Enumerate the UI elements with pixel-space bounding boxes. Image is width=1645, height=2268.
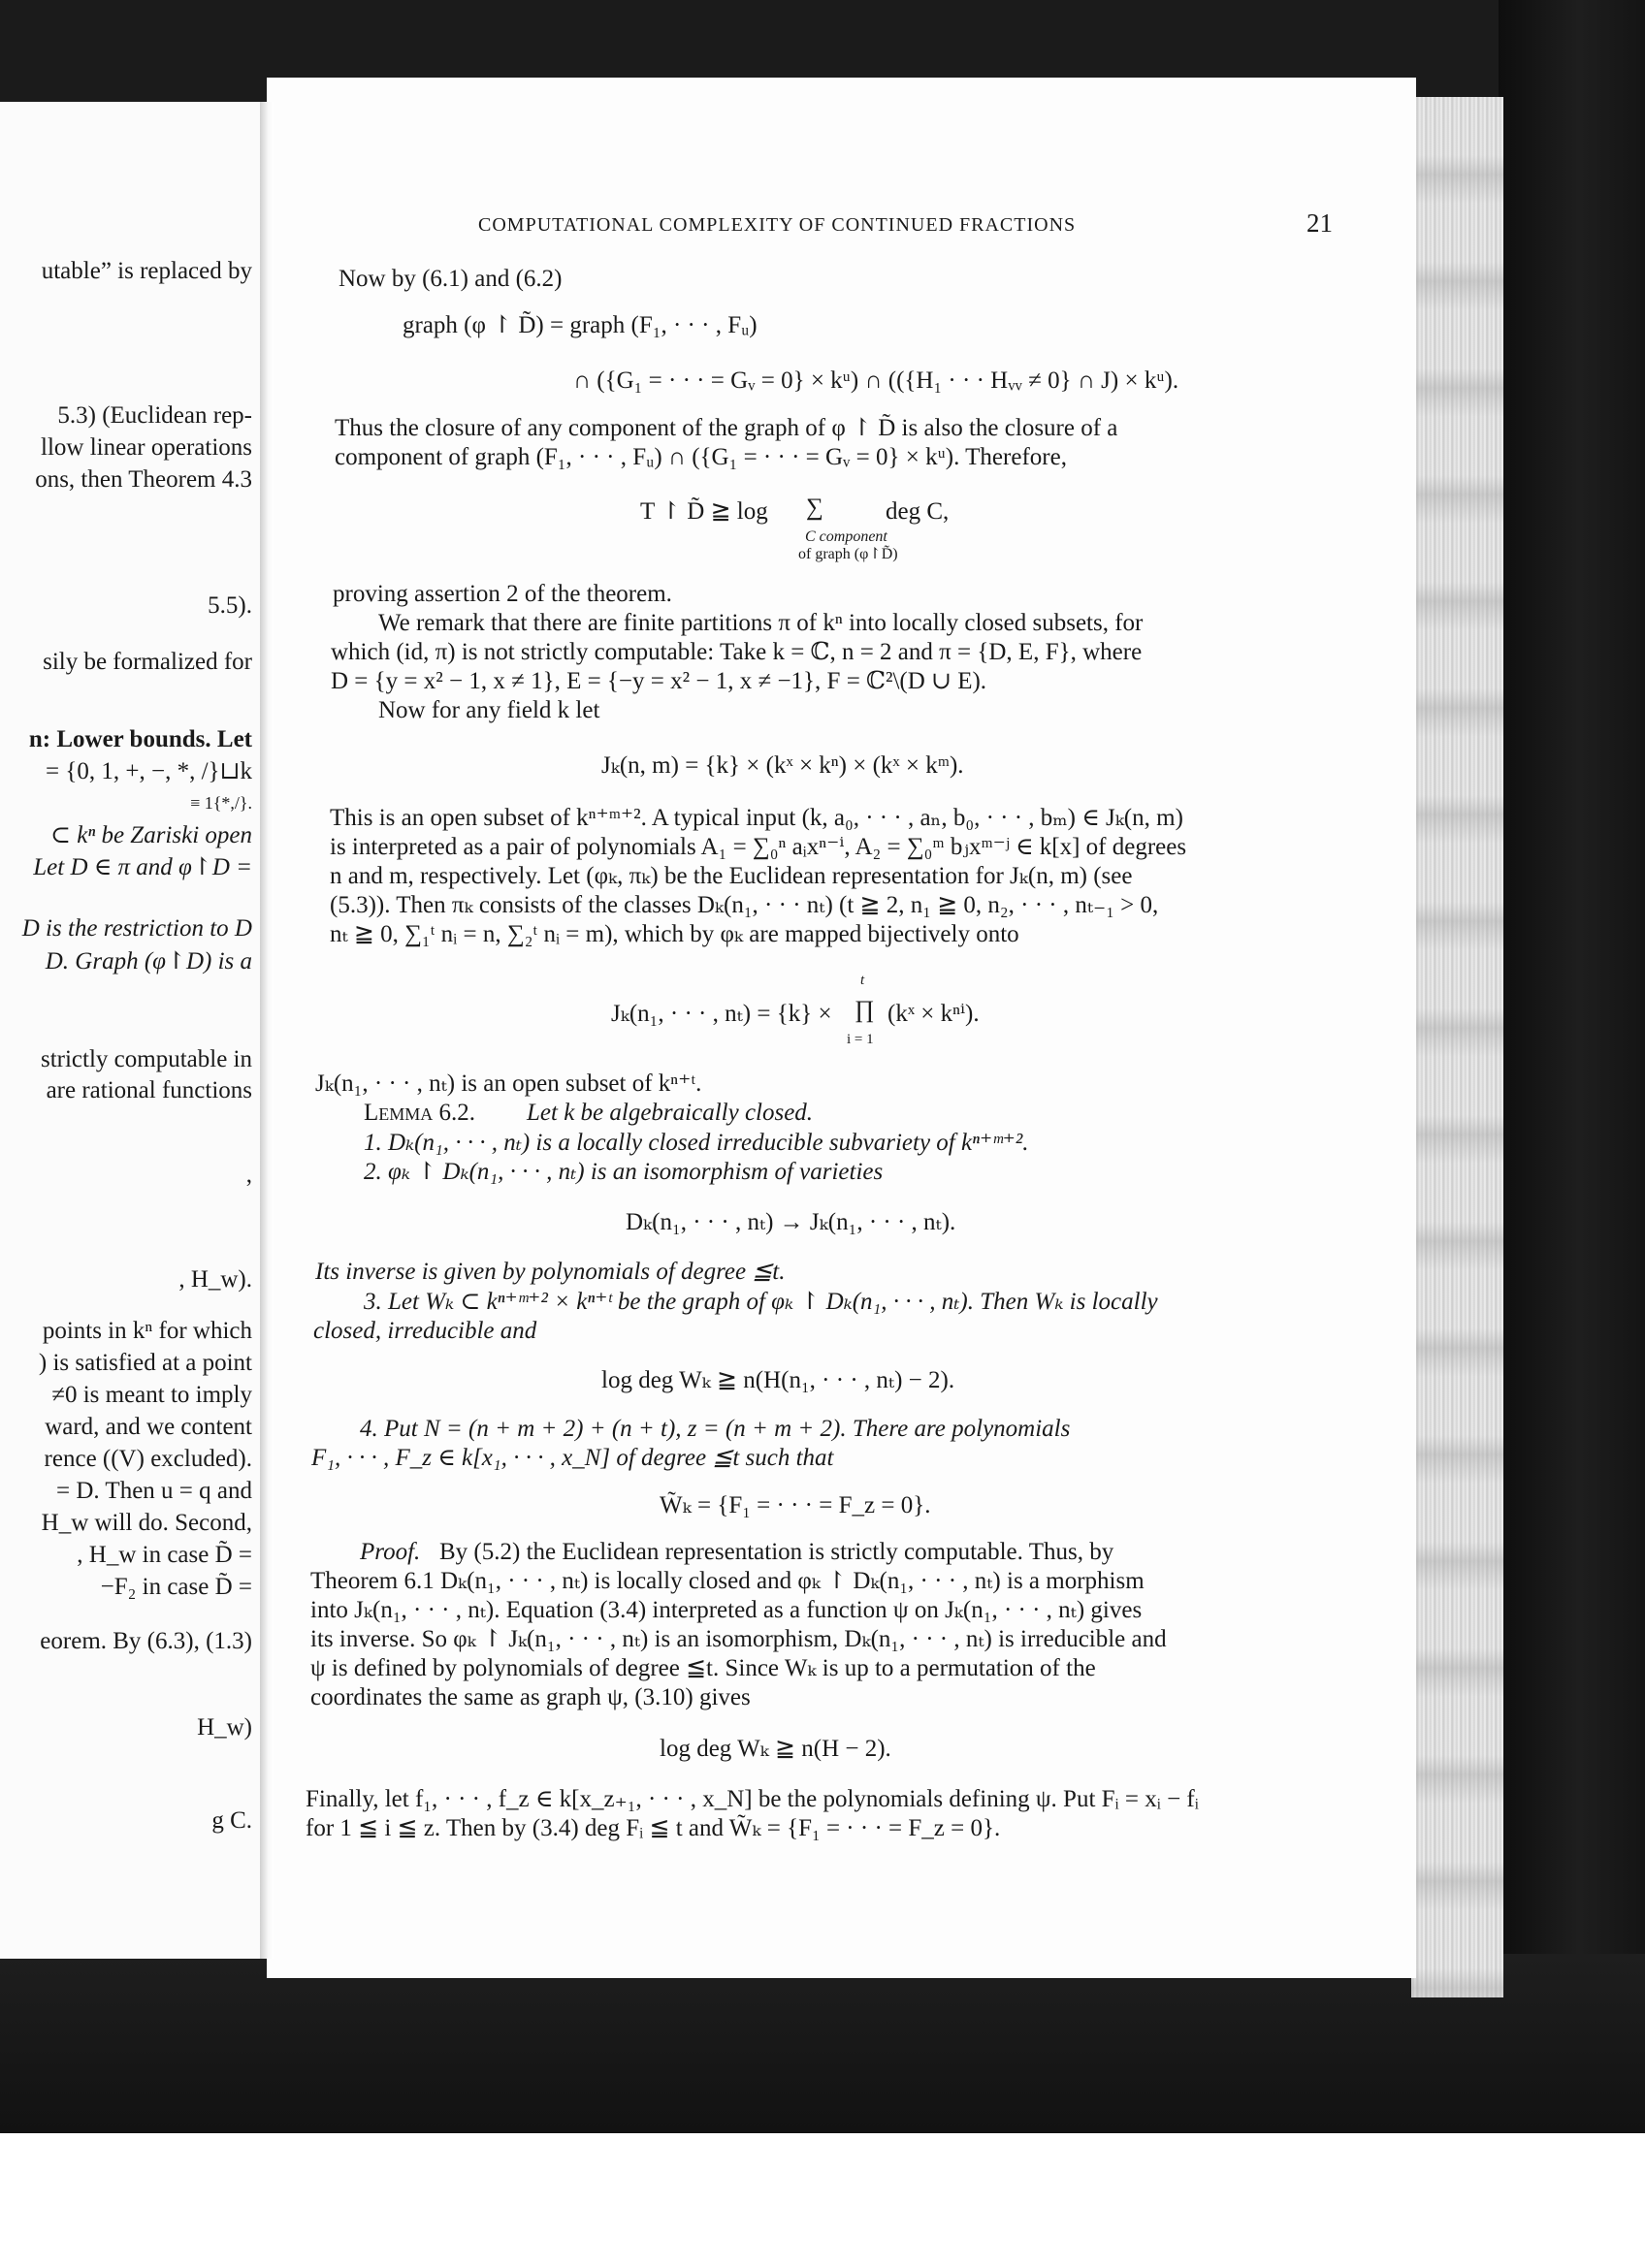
left-text-line: eorem. By (6.3), (1.3) — [40, 1628, 252, 1654]
text-line: 3. Let Wₖ ⊂ kⁿ⁺ᵐ⁺² × kⁿ⁺ᵗ be the graph of φₖ ↾ Dₖ(n₁, · · · , nₜ). Then Wₖ is locally — [364, 1289, 1158, 1315]
left-text-line: utable” is replaced by — [41, 258, 252, 284]
display-equation: deg C, — [886, 498, 950, 525]
left-text-line: , — [245, 1162, 252, 1188]
left-text-line: = D. Then u = q and — [55, 1478, 252, 1504]
display-equation: (kˣ × kⁿⁱ). — [887, 1001, 980, 1027]
text-line: n and m, respectively. Let (φₖ, πₖ) be the Euclidean representation for Jₖ(n, m) (see — [330, 863, 1133, 889]
left-text-line: , H_w in case D̃ = — [77, 1542, 252, 1568]
sum-subscript: C component — [805, 528, 887, 545]
left-text-line: sily be formalized for — [43, 649, 252, 675]
text-line: which (id, π) is not strictly computable: Take k = ℂ, n = 2 and π = {D, E, F}, where — [331, 639, 1143, 665]
left-text-line: Let D ∈ π and φ↾D = — [33, 854, 252, 880]
display-equation: Jₖ(n, m) = {k} × (kˣ × kⁿ) × (kˣ × kᵐ). — [601, 752, 964, 779]
text-line: (5.3)). Then πₖ consists of the classes Dₖ(n₁, · · · nₜ) (t ≧ 2, n₁ ≧ 0, n₂, · · · , nₜ₋₁ > 0, — [330, 892, 1159, 918]
text-line: We remark that there are finite partitions π of kⁿ into locally closed subsets, for — [378, 610, 1144, 636]
text-line: Now by (6.1) and (6.2) — [339, 266, 563, 292]
book-page-edges — [1411, 97, 1503, 1997]
sum-symbol: ∑ — [806, 495, 823, 521]
display-equation: graph (φ ↾ D̃) = graph (F₁, · · · , Fᵤ) — [403, 312, 758, 338]
left-text-line: 5.5). — [208, 592, 252, 619]
text-line: its inverse. So φₖ ↾ Jₖ(n₁, · · · , nₜ) is an isomorphism, Dₖ(n₁, · · · , nₜ) is irreducible and — [310, 1626, 1167, 1652]
proof-label: Proof. — [360, 1539, 421, 1565]
text-line: proving assertion 2 of the theorem. — [333, 581, 672, 607]
display-equation: log deg Wₖ ≧ n(H(n₁, · · · , nₜ) − 2). — [601, 1367, 955, 1393]
page-number: 21 — [1306, 208, 1333, 238]
text-line: ψ is defined by polynomials of degree ≦t. Since Wₖ is up to a permutation of the — [310, 1655, 1096, 1681]
product-superscript: t — [860, 973, 865, 988]
display-equation: Dₖ(n₁, · · · , nₜ) → Jₖ(n₁, · · · , nₜ). — [626, 1209, 956, 1235]
display-equation: Jₖ(n₁, · · · , nₜ) = {k} × — [611, 1001, 832, 1027]
left-text-line: rence ((V) excluded). — [44, 1446, 252, 1472]
left-text-line: ⊂ kⁿ be Zariski open — [50, 822, 252, 848]
product-symbol: ∏ — [855, 997, 875, 1023]
text-line: Its inverse is given by polynomials of degree ≦t. — [315, 1259, 786, 1285]
sum-subscript: of graph (φ↾D̃) — [798, 546, 898, 562]
text-line: Finally, let f₁, · · · , f_z ∈ k[x_z₊₁, · · · , x_N] be the polynomials defining ψ. Put Fᵢ = xᵢ − fᵢ — [306, 1786, 1199, 1812]
lemma-statement: Let k be algebraically closed. — [527, 1100, 814, 1126]
left-text-line: g C. — [211, 1807, 252, 1834]
scan-dark-border-right — [1499, 0, 1645, 2133]
text-line: 1. Dₖ(n₁, · · · , nₜ) is a locally closed irreducible subvariety of kⁿ⁺ᵐ⁺². — [364, 1130, 1029, 1156]
display-equation: W̃ₖ = {F₁ = · · · = F_z = 0}. — [660, 1492, 931, 1518]
text-line: 2. φₖ ↾ Dₖ(n₁, · · · , nₜ) is an isomorphism of varieties — [364, 1159, 884, 1185]
left-page — [0, 102, 266, 1959]
text-line: component of graph (F₁, · · · , Fᵤ) ∩ ({G₁ = · · · = Gᵥ = 0} × kᵘ). Therefore, — [335, 444, 1067, 470]
text-line: for 1 ≦ i ≦ z. Then by (3.4) deg Fᵢ ≦ t and W̃ₖ = {F₁ = · · · = F_z = 0}. — [306, 1815, 1001, 1841]
book-gutter — [260, 102, 274, 1959]
left-text-line: ≠0 is meant to imply — [51, 1382, 252, 1408]
text-line: nₜ ≧ 0, ∑₁ᵗ nᵢ = n, ∑₂ᵗ nᵢ = m), which by φₖ are mapped bijectively onto — [330, 921, 1019, 947]
scan-dark-border-bottom — [0, 1954, 1645, 2133]
text-line: into Jₖ(n₁, · · · , nₜ). Equation (3.4) interpreted as a function ψ on Jₖ(n₁, · · · , nₜ) gives — [310, 1597, 1143, 1623]
text-line: is interpreted as a pair of polynomials A₁ = ∑₀ⁿ aᵢxⁿ⁻ⁱ, A₂ = ∑₀ᵐ bⱼxᵐ⁻ʲ ∈ k[x] of degrees — [330, 834, 1187, 860]
display-equation: ∩ ({G₁ = · · · = Gᵥ = 0} × kᵘ) ∩ (({H₁ · · · Hᵥᵥ ≠ 0} ∩ J) × kᵘ). — [573, 367, 1179, 394]
left-text-line: H_w will do. Second, — [41, 1510, 252, 1536]
text-line: closed, irreducible and — [313, 1318, 537, 1344]
right-page — [267, 78, 1416, 1978]
text-line: This is an open subset of kⁿ⁺ᵐ⁺². A typical input (k, a₀, · · · , aₙ, b₀, · · · , bₘ) ∈ Jₖ(n, m) — [330, 805, 1183, 831]
text-line: Theorem 6.1 Dₖ(n₁, · · · , nₜ) is locally closed and φₖ ↾ Dₖ(n₁, · · · , nₜ) is a morphism — [310, 1568, 1145, 1594]
display-equation: log deg Wₖ ≧ n(H − 2). — [660, 1736, 891, 1762]
text-line: D = {y = x² − 1, x ≠ 1}, E = {−y = x² − 1, x ≠ −1}, F = ℂ²\(D ∪ E). — [331, 668, 987, 694]
left-text-line: 5.3) (Euclidean rep- — [57, 402, 252, 429]
text-line: Jₖ(n₁, · · · , nₜ) is an open subset of kⁿ⁺ᵗ. — [315, 1070, 702, 1097]
left-text-line: llow linear operations — [41, 434, 252, 461]
left-text-line: points in kⁿ for which — [42, 1318, 252, 1344]
left-text-line: ) is satisfied at a point — [38, 1350, 252, 1376]
text-line: Thus the closure of any component of the graph of φ ↾ D̃ is also the closure of a — [335, 415, 1118, 441]
left-text-line: , H_w). — [178, 1266, 252, 1293]
text-line: F₁, · · · , F_z ∈ k[x₁, · · · , x_N] of degree ≦t such that — [311, 1445, 834, 1471]
left-text-line: strictly computable in — [40, 1046, 252, 1072]
lemma-heading: Lemma 6.2. — [364, 1100, 476, 1126]
left-text-line: H_w) — [197, 1714, 252, 1741]
text-line: Now for any field k let — [378, 697, 600, 723]
display-equation: T ↾ D̃ ≧ log — [640, 498, 768, 525]
left-text-line: ≡ 1{*,/}. — [190, 793, 252, 813]
left-text-line: = {0, 1, +, −, *, /}⊔k — [46, 758, 252, 784]
left-text-line: are rational functions — [46, 1077, 252, 1103]
left-text-line: D is the restriction to D — [21, 915, 252, 942]
left-text-line: −F₂ in case D̃ = — [100, 1574, 252, 1600]
product-subscript: i = 1 — [847, 1032, 874, 1047]
left-text-line: ward, and we content — [45, 1414, 252, 1440]
text-line: coordinates the same as graph ψ, (3.10) gives — [310, 1684, 751, 1710]
left-text-line: ons, then Theorem 4.3 — [35, 466, 252, 493]
left-text-line: D. Graph (φ↾D) is a — [45, 948, 252, 974]
text-line: 4. Put N = (n + m + 2) + (n + t), z = (n + m + 2). There are polynomials — [360, 1416, 1071, 1442]
text-line: By (5.2) the Euclidean representation is strictly computable. Thus, by — [439, 1539, 1114, 1565]
left-section-heading: n: Lower bounds. Let — [28, 726, 252, 752]
running-head: COMPUTATIONAL COMPLEXITY OF CONTINUED FRACTIONS — [478, 214, 1077, 236]
